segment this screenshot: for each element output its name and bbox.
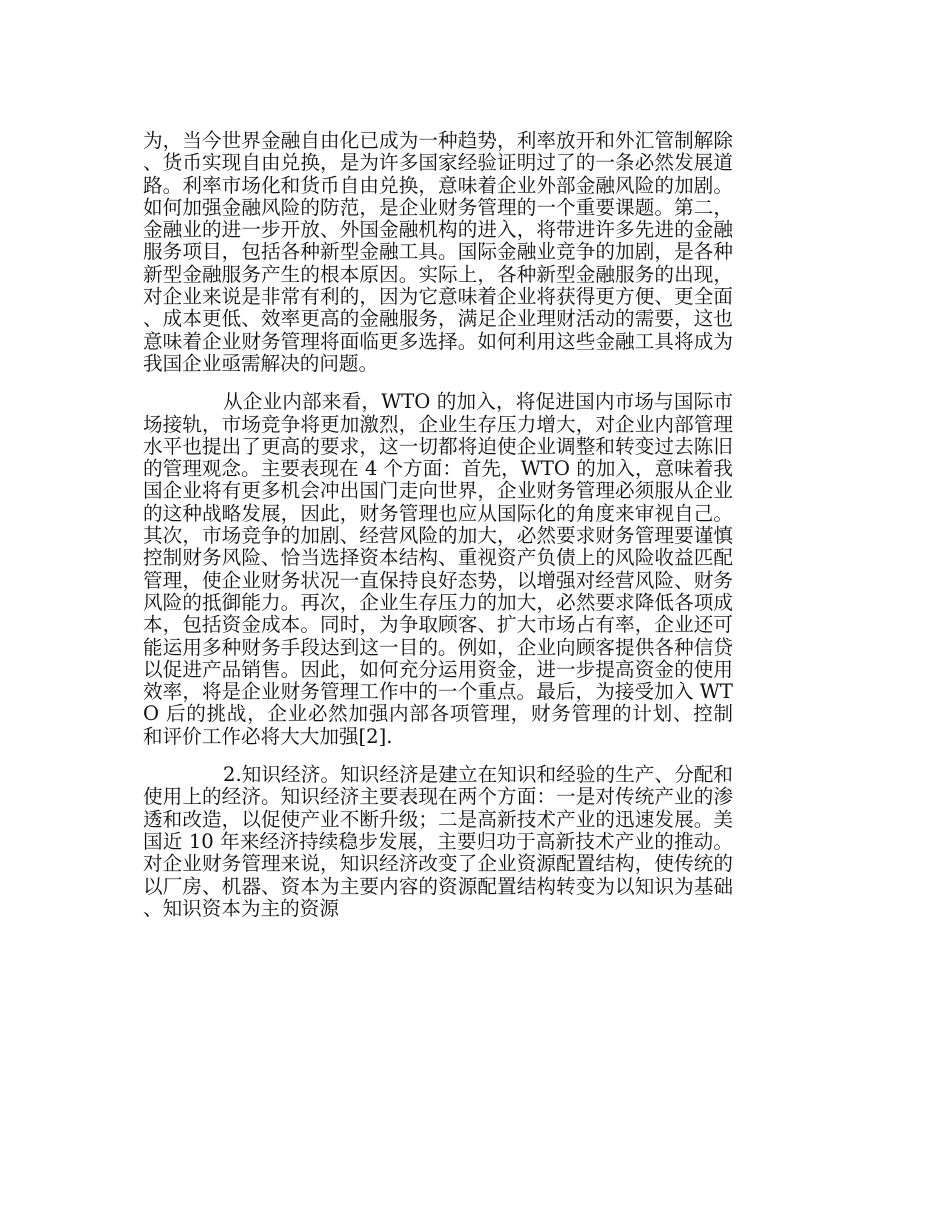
paragraph-financial-liberalization: 为，当今世界金融自由化已成为一种趋势，利率放开和外汇管制解除、货币实现自由兑换，是为许多国家经验证明过了的一条必然发展道路。利率市场化和货币自由兑换，意味着企业外部金融风险的加剧。如何加强金融风险的防范，是企业财务管理的一个重要课题。第二，金融业的进一步开放、外国金融机构的进入，将带进许多先进的金融服务项目，包括各种新型金融工具。国际金融业竞争的加剧，是各种新型金融服务产生的根本原因。实际上，各种新型金融服务的出现，对企业来说是非常有利的，因为它意味着企业将获得更方便、更全面、成本更低、效率更高的金融服务，满足企业理财活动的需要，这也意味着企业财务管理将面临更多选择。如何利用这些金融工具将成为我国企业亟需解决的问题。	[143, 129, 733, 375]
paragraph-internal-management: 从企业内部来看，WTO 的加入，将促进国内市场与国际市场接轨，市场竞争将更加激烈，企业生存压力增大，对企业内部管理水平也提出了更高的要求，这一切都将迫使企业调整和转变过去陈旧的管理观念。主要表现在 4 个方面：首先，WTO 的加入，意味着我国企业将有更多机会冲出国门走向世界，企业财务管理必须服从企业的这种战略发展，因此，财务管理也应从国际化的角度来审视自己。其次，市场竞争的加剧、经营风险的加大，必然要求财务管理要谨慎控制财务风险、恰当选择资本结构、重视资产负债上的风险收益匹配管理，使企业财务状况一直保持良好态势，以增强对经营风险、财务风险的抵御能力。再次，企业生存压力的加大，必然要求降低各项成本，包括资金成本。同时，为争取顾客、扩大市场占有率，企业还可能运用多种财务手段达到这一目的。例如，企业向顾客提供各种信贷以促进产品销售。因此，如何充分运用资金，进一步提高资金的使用效率，将是企业财务管理工作中的一个重点。最后，为接受加入 WTO 后的挑战，企业必然加强内部各项管理，财务管理的计划、控制和评价工作必将大大加强[2].	[143, 390, 733, 748]
body-text	[143, 130, 733, 920]
paragraph-knowledge-economy: 2.知识经济。知识经济是建立在知识和经验的生产、分配和使用上的经济。知识经济主要表现在两个方面：一是对传统产业的渗透和改造，以促使产业不断升级；二是高新技术产业的迅速发展。美国近 10 年来经济持续稳步发展，主要归功于高新技术产业的推动。对企业财务管理来说，知识经济改变了企业资源配置结构，使传统的以厂房、机器、资本为主要内容的资源配置结构转变为以知识为基础、知识资本为主的资源	[143, 763, 733, 920]
